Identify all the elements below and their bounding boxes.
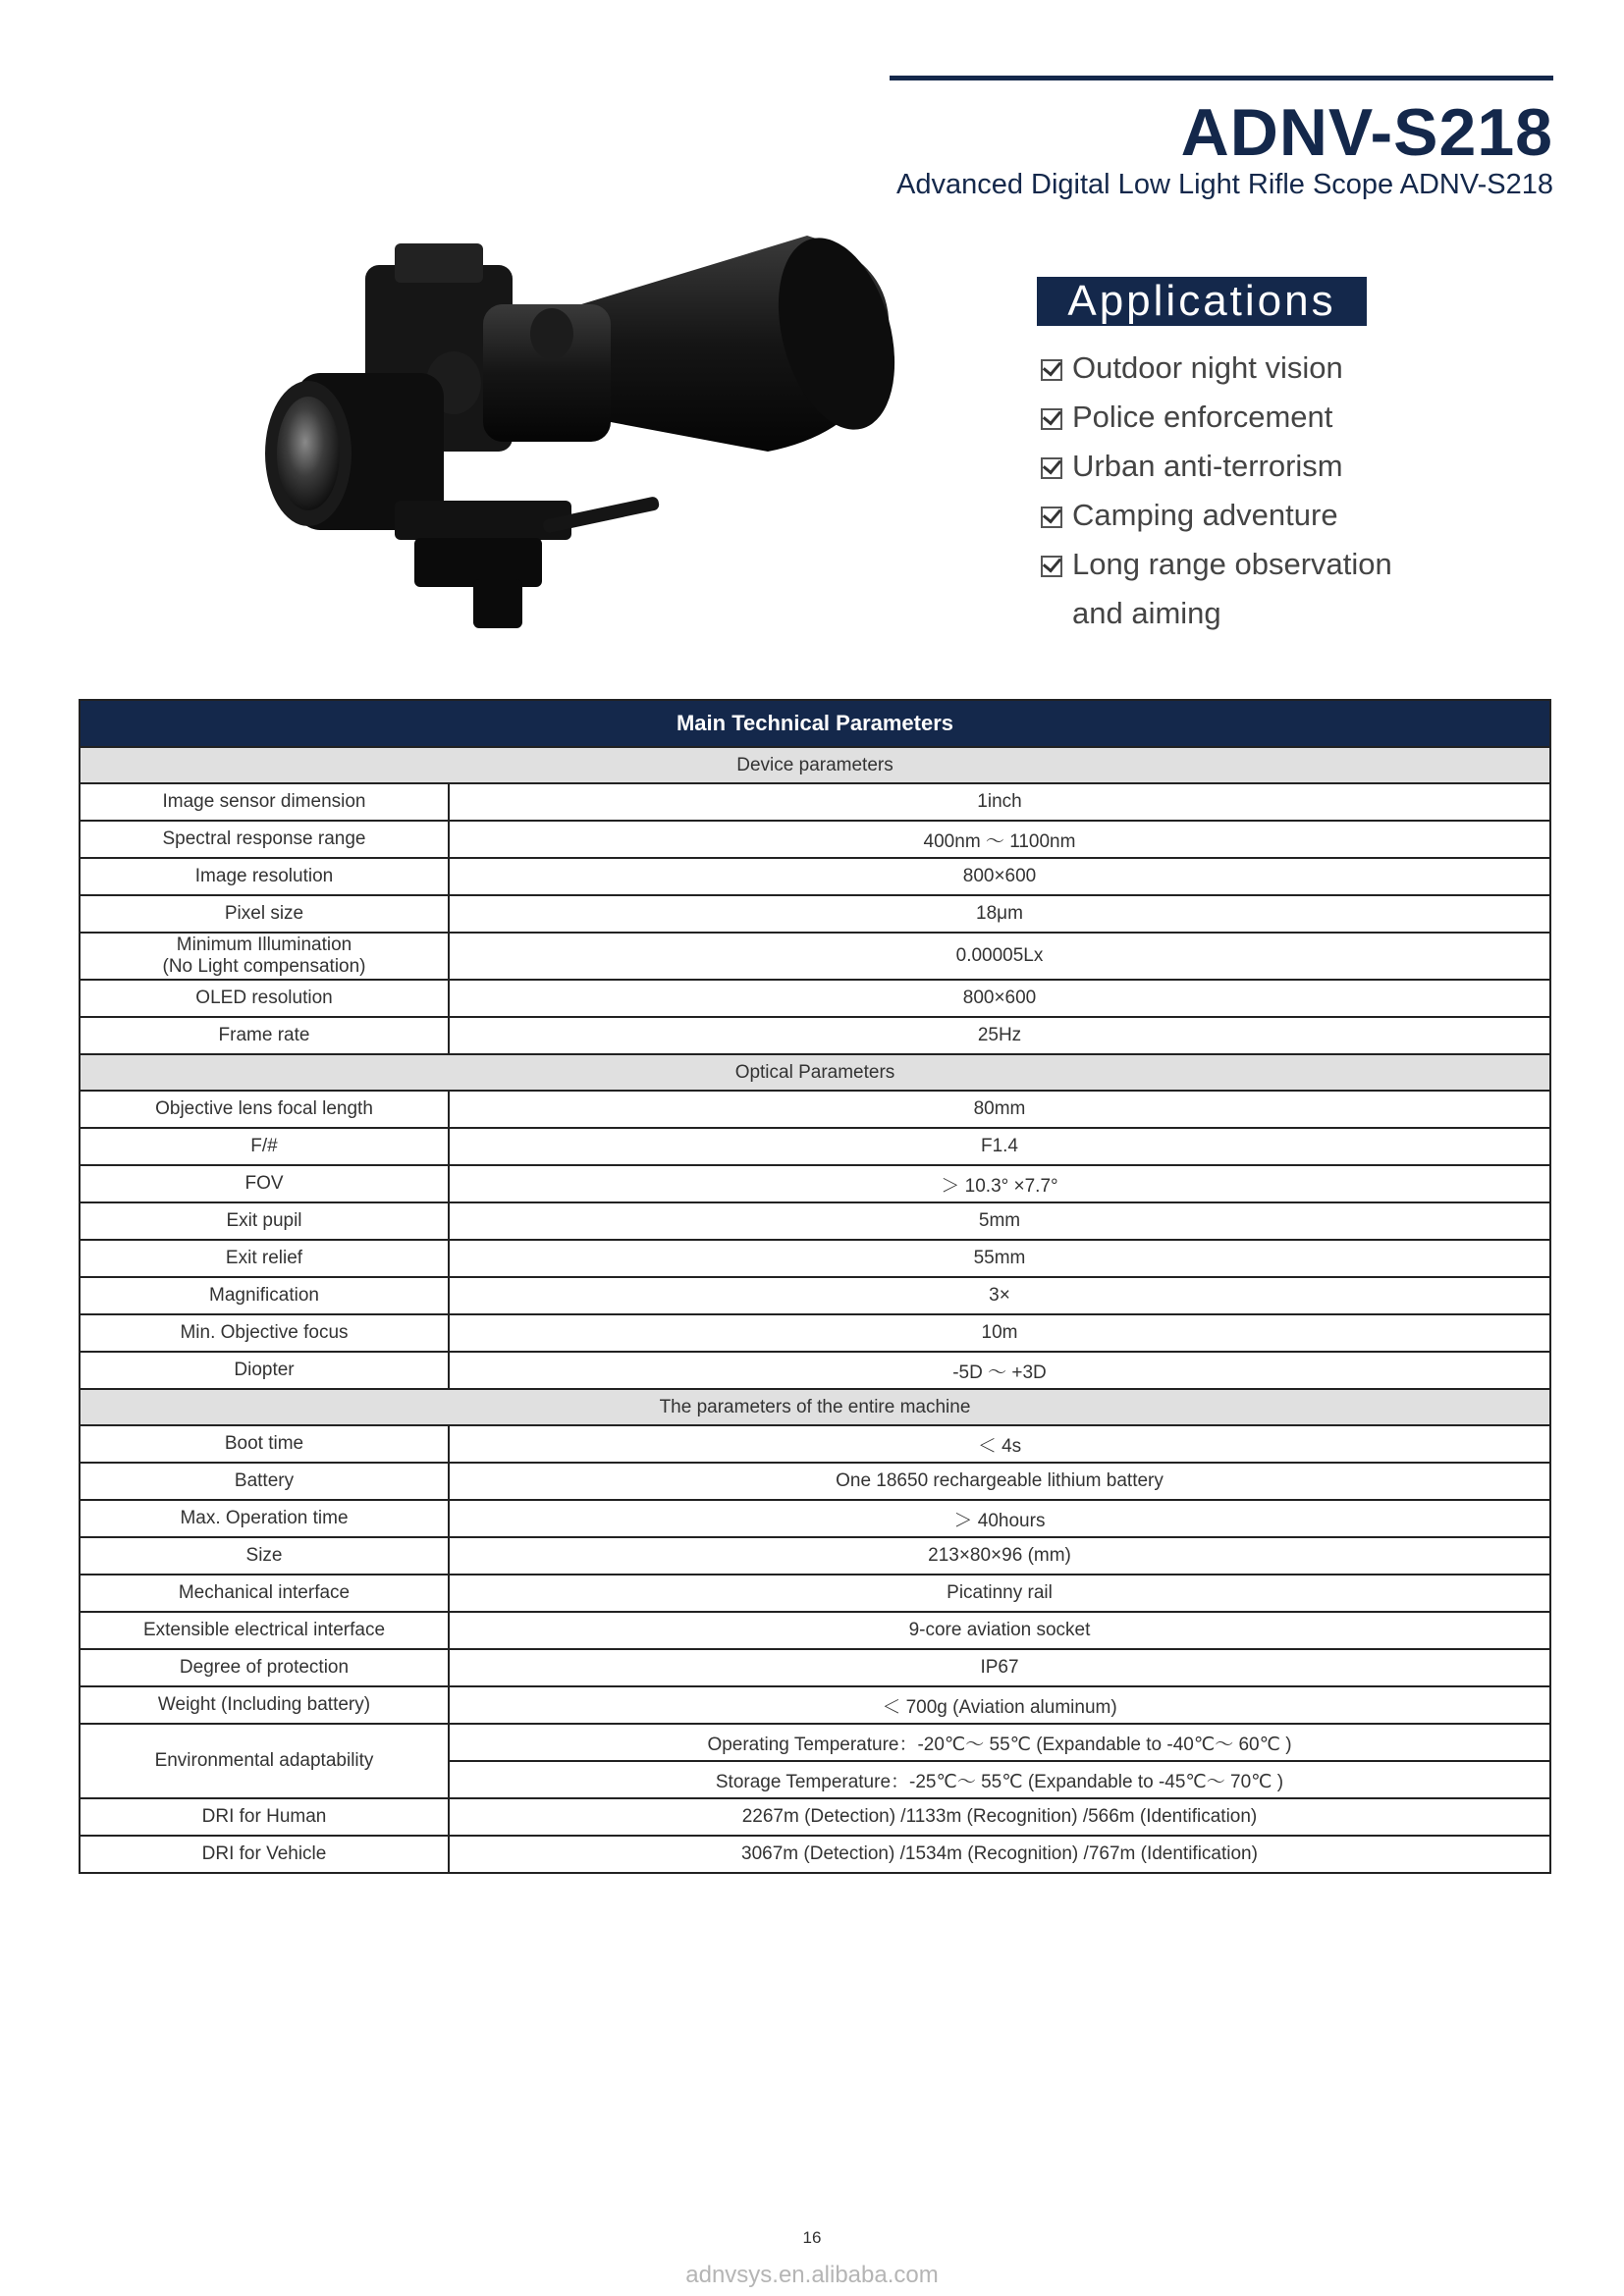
param-label: Extensible electrical interface [80, 1612, 449, 1649]
param-label-line: Minimum Illumination [176, 934, 352, 955]
param-value: -5D ～ +3D [449, 1352, 1550, 1389]
list-item: Camping adventure [1039, 491, 1392, 540]
param-value: 18μm [449, 895, 1550, 933]
param-label: DRI for Human [80, 1798, 449, 1836]
param-value: ＜ 4s [449, 1425, 1550, 1463]
table-row [80, 1836, 1550, 1873]
param-label: Diopter [80, 1352, 449, 1389]
table-row [80, 1128, 1550, 1165]
table-title-row [80, 700, 1550, 747]
param-value: F1.4 [449, 1128, 1550, 1165]
rifle-scope-image [257, 226, 925, 638]
checkbox-icon [1041, 457, 1062, 479]
param-label: Frame rate [80, 1017, 449, 1054]
param-label: Size [80, 1537, 449, 1575]
table-row [80, 783, 1550, 821]
table-row [80, 1425, 1550, 1463]
table-row [80, 1686, 1550, 1724]
table-row [80, 980, 1550, 1017]
param-value: Storage Temperature：-25℃～ 55℃ (Expandable to -45℃～ 70℃ ) [449, 1761, 1550, 1798]
header-rule [890, 76, 1553, 80]
table-row [80, 1612, 1550, 1649]
param-value: 400nm ～ 1100nm [449, 821, 1550, 858]
param-value: 55mm [449, 1240, 1550, 1277]
param-value: One 18650 rechargeable lithium battery [449, 1463, 1550, 1500]
page-number: 16 [802, 2228, 822, 2247]
param-label: Exit pupil [80, 1202, 449, 1240]
param-label: FOV [80, 1165, 449, 1202]
section-header-row [80, 1054, 1550, 1091]
table-row [80, 933, 1550, 980]
checkbox-icon [1041, 556, 1062, 577]
param-label: Objective lens focal length [80, 1091, 449, 1128]
param-value: ＞ 40hours [449, 1500, 1550, 1537]
param-label: Boot time [80, 1425, 449, 1463]
section-machine: The parameters of the entire machine [80, 1389, 1550, 1425]
section-device: Device parameters [80, 747, 1550, 783]
param-label: Pixel size [80, 895, 449, 933]
product-title: ADNV-S218 [1180, 95, 1553, 170]
table-row [80, 1724, 1550, 1761]
section-optical: Optical Parameters [80, 1054, 1550, 1091]
param-label: Image sensor dimension [80, 783, 449, 821]
param-label: Max. Operation time [80, 1500, 449, 1537]
table-row [80, 1537, 1550, 1575]
table-row [80, 1314, 1550, 1352]
param-label: Image resolution [80, 858, 449, 895]
list-item: Outdoor night vision [1039, 344, 1392, 393]
param-value: 80mm [449, 1091, 1550, 1128]
param-label: Environmental adaptability [80, 1724, 449, 1798]
table-row [80, 1463, 1550, 1500]
table-row [80, 895, 1550, 933]
param-value: 1inch [449, 783, 1550, 821]
param-label: Weight (Including battery) [80, 1686, 449, 1724]
table-title: Main Technical Parameters [80, 700, 1550, 747]
param-value: 9-core aviation socket [449, 1612, 1550, 1649]
table-row [80, 1352, 1550, 1389]
param-label: Magnification [80, 1277, 449, 1314]
table-row [80, 1798, 1550, 1836]
param-value: 2267m (Detection) /1133m (Recognition) /566m (Identification) [449, 1798, 1550, 1836]
param-value: 800×600 [449, 858, 1550, 895]
param-value: 3× [449, 1277, 1550, 1314]
list-item-continuation: and aiming [1072, 596, 1221, 630]
param-label [80, 933, 449, 980]
param-value: 3067m (Detection) /1534m (Recognition) /767m (Identification) [449, 1836, 1550, 1873]
param-value: ＜ 700g (Aviation aluminum) [449, 1686, 1550, 1724]
table-row [80, 1575, 1550, 1612]
list-item: Police enforcement [1039, 393, 1392, 442]
table-row [80, 1500, 1550, 1537]
param-label: Min. Objective focus [80, 1314, 449, 1352]
section-header-row [80, 1389, 1550, 1425]
param-value: IP67 [449, 1649, 1550, 1686]
param-value: 0.00005Lx [449, 933, 1550, 980]
table-row [80, 1277, 1550, 1314]
table-row [80, 1165, 1550, 1202]
param-value: Picatinny rail [449, 1575, 1550, 1612]
section-header-row [80, 747, 1550, 783]
param-value: 5mm [449, 1202, 1550, 1240]
table-row [80, 1649, 1550, 1686]
table-row [80, 821, 1550, 858]
product-subtitle: Advanced Digital Low Light Rifle Scope ADNV-S218 [896, 169, 1553, 200]
param-value: 213×80×96 (mm) [449, 1537, 1550, 1575]
param-value: 10m [449, 1314, 1550, 1352]
list-item: Urban anti-terrorism [1039, 442, 1392, 491]
param-label: F/# [80, 1128, 449, 1165]
checkbox-icon [1041, 359, 1062, 381]
param-label: Battery [80, 1463, 449, 1500]
param-value: Operating Temperature：-20℃～ 55℃ (Expandable to -40℃～ 60℃ ) [449, 1724, 1550, 1761]
list-item: Long range observation [1039, 540, 1392, 589]
applications-list [1039, 344, 1392, 638]
param-label: Degree of protection [80, 1649, 449, 1686]
checkbox-icon [1041, 408, 1062, 430]
applications-heading: Applications [1037, 277, 1367, 326]
table-row [80, 1017, 1550, 1054]
param-value: 25Hz [449, 1017, 1550, 1054]
technical-parameters-table [79, 699, 1551, 1874]
param-value: 800×600 [449, 980, 1550, 1017]
table-row [80, 1202, 1550, 1240]
param-label: Spectral response range [80, 821, 449, 858]
param-label: Exit relief [80, 1240, 449, 1277]
checkbox-icon [1041, 507, 1062, 528]
footer-website: adnvsys.en.alibaba.com [685, 2262, 939, 2288]
table-row [80, 1091, 1550, 1128]
param-label: OLED resolution [80, 980, 449, 1017]
param-label-line: (No Light compensation) [162, 956, 366, 977]
param-label: DRI for Vehicle [80, 1836, 449, 1873]
table-row [80, 858, 1550, 895]
param-label: Mechanical interface [80, 1575, 449, 1612]
table-row [80, 1240, 1550, 1277]
param-value: ＞ 10.3° ×7.7° [449, 1165, 1550, 1202]
